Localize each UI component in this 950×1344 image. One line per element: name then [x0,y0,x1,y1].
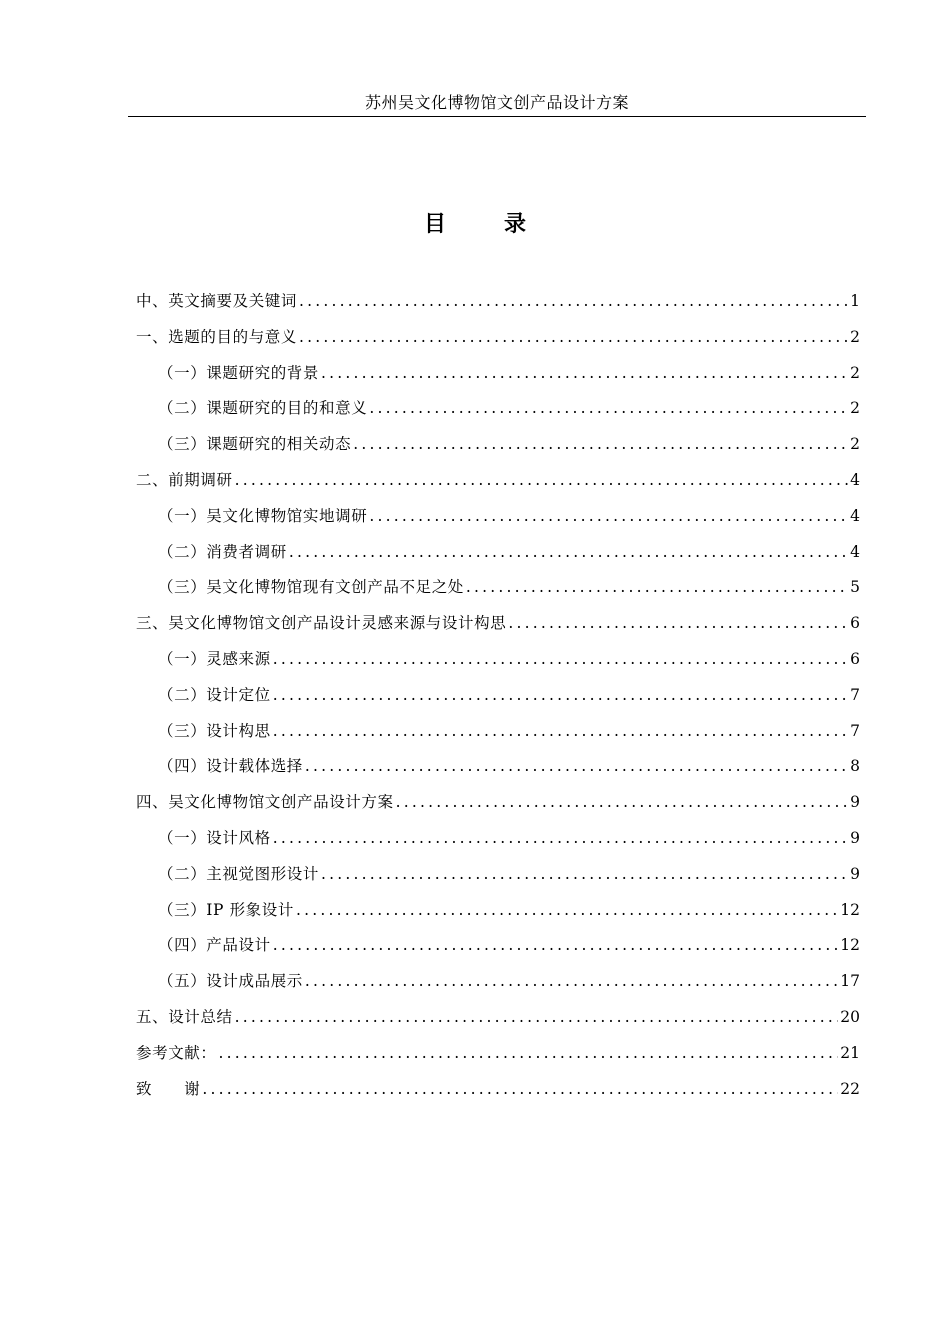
toc-entry-page: 9 [850,828,860,847]
toc-dot-leader [235,1000,839,1036]
toc-entry-label: 二、前期调研 [136,470,233,489]
toc-entry-label: （五）设计成品展示 [158,972,303,991]
toc-dot-leader [273,714,848,750]
toc-dot-leader [299,320,848,356]
toc-entry[interactable] [136,714,860,750]
toc-dot-leader [321,356,848,392]
toc-entry[interactable] [136,463,860,499]
toc-entry-page: 4 [850,470,860,489]
toc-entry-page: 8 [850,757,860,776]
toc-entry-label: 致 谢 [136,1079,201,1098]
toc-entry-page: 4 [850,506,860,525]
toc-entry[interactable] [136,928,860,964]
toc-title-char-1: 目 [423,212,446,237]
toc-entry-label: （一）设计风格 [158,828,271,847]
toc-dot-leader [273,678,848,714]
toc-entry-label: （四）设计载体选择 [158,757,303,776]
toc-dot-leader [289,535,848,571]
toc-entry-page: 7 [850,721,860,740]
toc-entry-page: 4 [850,542,860,561]
toc-entry[interactable] [136,320,860,356]
toc-dot-leader [273,642,848,678]
toc-list [136,284,860,1107]
toc-dot-leader [235,463,849,499]
toc-entry-label: （一）灵感来源 [158,649,271,668]
toc-entry-page: 22 [840,1079,860,1098]
toc-entry-page: 12 [840,900,860,919]
toc-entry-page: 20 [840,1007,860,1026]
toc-entry-page: 1 [850,292,860,310]
toc-entry[interactable] [136,535,860,571]
toc-dot-leader [296,893,838,929]
running-header [128,90,866,117]
toc-dot-leader [299,284,848,320]
toc-entry-label: 五、设计总结 [136,1007,233,1026]
toc-dot-leader [202,1072,838,1108]
toc-entry-label: （二）设计定位 [158,685,271,704]
toc-entry-label: （三）吴文化博物馆现有文创产品不足之处 [158,578,464,597]
toc-entry-label: 参考文献： [136,1043,217,1062]
toc-entry-label: 四、吴文化博物馆文创产品设计方案 [136,793,394,812]
toc-entry[interactable] [136,749,860,785]
toc-dot-leader [369,499,848,535]
toc-entry-page: 2 [850,363,860,382]
toc-entry-label: （四）产品设计 [158,936,271,955]
toc-entry-label: 中、英文摘要及关键词 [136,292,298,310]
toc-entry-label: （二）主视觉图形设计 [158,864,320,883]
toc-entry-page: 9 [850,864,860,883]
toc-entry[interactable] [136,785,860,821]
toc-dot-leader [219,1036,839,1072]
toc-dot-leader [273,821,848,857]
toc-entry-page: 6 [850,649,860,668]
toc-entry-label: 一、选题的目的与意义 [136,327,298,346]
toc-entry-page: 6 [850,614,860,633]
toc-dot-leader [508,606,848,642]
toc-entry-page: 12 [840,936,860,955]
toc-dot-leader [353,427,848,463]
toc-entry[interactable] [136,1000,860,1036]
toc-entry-label: （一）吴文化博物馆实地调研 [158,506,368,525]
toc-entry-label: （一）课题研究的背景 [158,363,320,382]
toc-entry[interactable] [136,570,860,606]
toc-entry-page: 2 [850,399,860,418]
toc-dot-leader [396,785,849,821]
toc-entry-label: （三）IP 形象设计 [158,900,294,919]
toc-entry[interactable] [136,893,860,929]
toc-entry[interactable] [136,391,860,427]
toc-dot-leader [273,928,839,964]
toc-entry-page: 2 [850,435,860,454]
toc-entry-label: （二）课题研究的目的和意义 [158,399,368,418]
toc-entry[interactable] [136,1072,860,1108]
toc-dot-leader [466,570,848,606]
toc-entry[interactable] [136,356,860,392]
header-title: 苏州吴文化博物馆文创产品设计方案 [364,93,629,112]
toc-entry[interactable] [136,427,860,463]
toc-entry-page: 2 [850,327,860,346]
toc-entry-label: （三）设计构思 [158,721,271,740]
toc-entry[interactable] [136,284,860,320]
toc-entry[interactable] [136,642,860,678]
toc-title [0,208,950,242]
toc-entry-label: （三）课题研究的相关动态 [158,435,352,454]
toc-entry-page: 9 [850,793,860,812]
toc-dot-leader [369,391,848,427]
toc-entry-page: 7 [850,685,860,704]
toc-entry[interactable] [136,1036,860,1072]
toc-entry-page: 5 [850,578,860,597]
toc-title-char-2: 录 [504,212,527,237]
toc-entry-page: 21 [840,1043,860,1062]
toc-entry[interactable] [136,678,860,714]
toc-dot-leader [305,964,838,1000]
toc-entry-page: 17 [840,972,860,991]
toc-entry[interactable] [136,857,860,893]
toc-entry-label: （二）消费者调研 [158,542,287,561]
toc-entry[interactable] [136,606,860,642]
toc-dot-leader [321,857,848,893]
toc-entry[interactable] [136,964,860,1000]
toc-entry[interactable] [136,821,860,857]
toc-entry[interactable] [136,499,860,535]
toc-entry-label: 三、吴文化博物馆文创产品设计灵感来源与设计构思 [136,614,507,633]
toc-dot-leader [305,749,848,785]
